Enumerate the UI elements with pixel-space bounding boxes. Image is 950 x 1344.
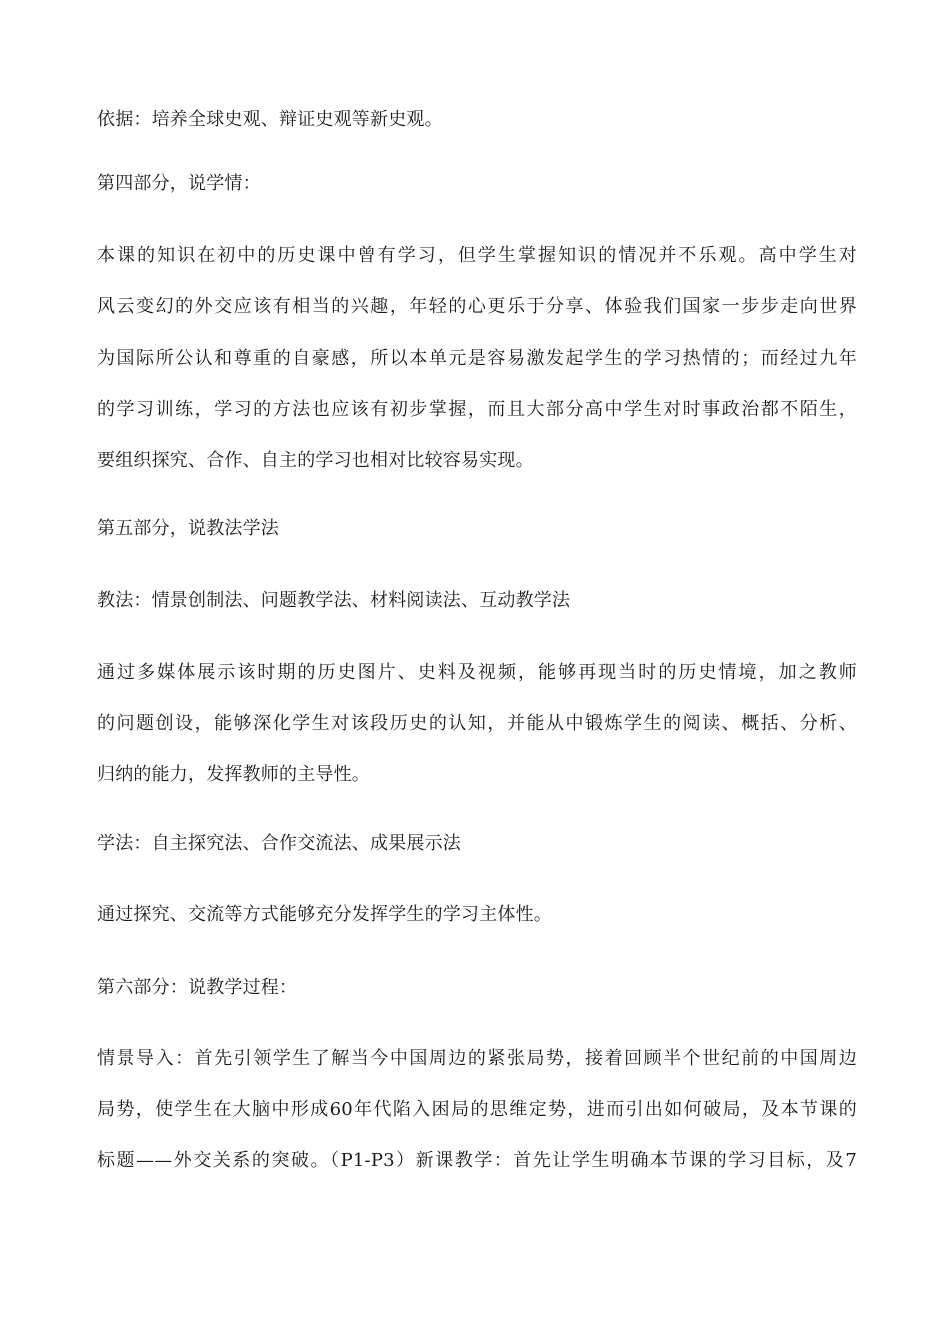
section-heading-6: 第六部分：说教学过程： [97, 977, 298, 998]
text-line-11: 的问题创设，能够深化学生对该段历史的认知，并能从中锻炼学生的阅读、概括、分析、 [97, 713, 857, 734]
section-heading-5: 第五部分，说教法学法 [97, 518, 279, 539]
text-line-4: 风云变幻的外交应该有相当的兴趣，年轻的心更乐于分享、体验我们国家一步步走向世界 [97, 296, 857, 317]
text-line-10: 通过多媒体展示该时期的历史图片、史料及视频，能够再现当时的历史情境，加之教师 [97, 662, 857, 683]
teaching-methods-line: 教法：情景创制法、问题教学法、材料阅读法、互动教学法 [97, 590, 571, 611]
text-line-18: 标题——外交关系的突破。（P1-P3）新课教学：首先让学生明确本节课的学习目标，及7 [97, 1150, 857, 1171]
learning-methods-line: 学法：自主探究法、合作交流法、成果展示法 [97, 833, 461, 854]
text-line-14: 通过探究、交流等方式能够充分发挥学生的学习主体性。 [97, 904, 552, 925]
text-line-7: 要组织探究、合作、自主的学习也相对比较容易实现。 [97, 450, 534, 471]
section-heading-4: 第四部分，说学情： [97, 173, 261, 194]
text-line-3: 本课的知识在初中的历史课中曾有学习，但学生掌握知识的情况并不乐观。高中学生对 [97, 245, 857, 266]
text-line-17: 局势，使学生在大脑中形成60年代陷入困局的思维定势，进而引出如何破局，及本节课的 [97, 1099, 857, 1120]
text-line-6: 的学习训练，学习的方法也应该有初步掌握，而且大部分高中学生对时事政治都不陌生， [97, 399, 857, 420]
text-line-12: 归纳的能力，发挥教师的主导性。 [97, 764, 370, 785]
text-line-1: 依据：培养全球史观、辩证史观等新史观。 [97, 109, 443, 130]
text-line-5: 为国际所公认和尊重的自豪感，所以本单元是容易激发起学生的学习热情的；而经过九年 [97, 348, 857, 369]
text-line-16: 情景导入：首先引领学生了解当今中国周边的紧张局势，接着回顾半个世纪前的中国周边 [97, 1048, 857, 1069]
